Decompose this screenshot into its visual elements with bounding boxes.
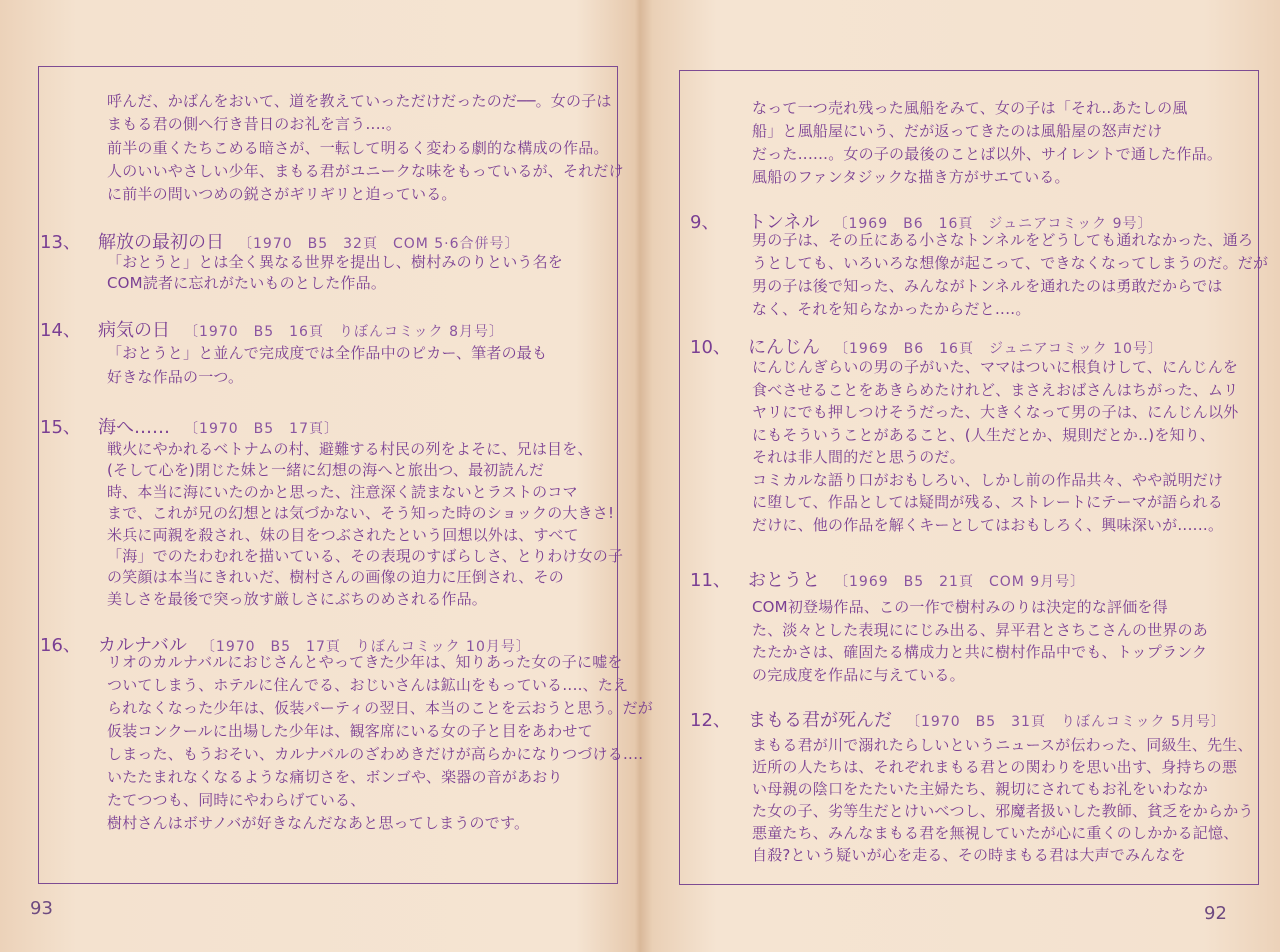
entry-number: 15、 — [40, 417, 81, 438]
entry-title: にんじん — [748, 337, 820, 358]
text-line: まもる君の側へ行き昔日のお礼を言う‥‥。 — [107, 115, 402, 134]
entry-meta: 〔1969 B5 21頁 COM 9月号〕 — [834, 574, 1086, 590]
text-line: リオのカルナバルにおじさんとやってきた少年は、知りあった女の子に嘘を — [107, 653, 623, 671]
text-line: まもる君が川で溺れたらしいというニュースが伝わった、同級生、先生、 — [752, 736, 1253, 754]
entry-title: 海へ‥‥‥ — [98, 417, 171, 438]
text-line: 仮装コンクールに出場した少年は、観客席にいる女の子と目をあわせて — [107, 722, 593, 740]
text-line: に堕して、作品としては疑問が残る、ストレートにテーマが語られる — [752, 493, 1223, 511]
entry-body-16 — [107, 651, 653, 835]
text-line: にんじんぎらいの男の子がいた、ママはついに根負けして、にんじんを — [752, 358, 1239, 376]
entry-title: 病気の日 — [98, 320, 170, 341]
text-line: 船」と風船屋にいう、だが返ってきたのは風船屋の怒声だけ — [752, 122, 1163, 140]
text-line: の完成度を作品に与えている。 — [752, 666, 965, 685]
text-line: 呼んだ、かばんをおいて、道を教えていっただけだったのだ──。女の子は — [107, 92, 612, 110]
text-line: いたたまれなくなるような痛切さを、ボンゴや、楽器の音があおり — [107, 768, 563, 786]
text-line: 「おとうと」と並んで完成度では全作品中のピカー、筆者の最も — [107, 344, 548, 362]
entry-title: カルナバル — [98, 635, 187, 656]
entry-heading-14 — [40, 316, 504, 342]
text-line: コミカルな語り口がおもしろい、しかし前の作品共々、やや説明だけ — [752, 470, 1224, 489]
entry-body-15 — [107, 439, 623, 610]
text-line: 近所の人たちは、それぞれまもる君との関わりを思い出す、身持ちの悪 — [752, 758, 1238, 776]
text-line: 風船のファンタジックな描き方がサエている。 — [752, 168, 1070, 186]
entry-number: 13、 — [40, 232, 81, 253]
entry-meta: 〔1970 B5 17頁〕 — [184, 421, 340, 437]
text-line: 米兵に両親を殺され、妹の目をつぶされたという回想以外は、すべて — [107, 525, 579, 544]
entry-meta: 〔1969 B6 16頁 ジュニアコミック 10号〕 — [834, 341, 1163, 357]
entry-title: まもる君が死んだ — [748, 710, 892, 731]
entry-meta: 〔1970 B5 16頁 りぼんコミック 8月号〕 — [184, 324, 505, 340]
text-line: だった‥‥‥。女の子の最後のことば以外、サイレントで通した作品。 — [752, 145, 1223, 163]
text-line: 「おとうと」とは全く異なる世界を提出し、樹村みのりという名を — [107, 253, 564, 271]
text-line: たたかさは、確固たる構成力と共に樹村作品中でも、トップランク — [752, 643, 1208, 662]
text-line: なく、それを知らなかったからだと‥‥。 — [752, 300, 1031, 318]
text-line: た、淡々とした表現ににじみ出る、昇平君とさちこさんの世界のあ — [752, 620, 1209, 639]
text-line: しまった、もうおそい、カルナバルのざわめきだけが高らかになりつづける‥‥ — [107, 745, 644, 763]
text-line: COM読者に忘れがたいものとした作品。 — [107, 274, 387, 292]
entry-heading-15 — [40, 413, 339, 439]
text-line: それは非人間的だと思うのだ。 — [752, 448, 965, 466]
entry-body-14 — [107, 341, 547, 389]
text-line: なって一つ売れ残った風船をみて、女の子は「それ‥あたしの風 — [752, 99, 1188, 117]
page-number-left: 93 — [30, 898, 53, 919]
text-line: にもそういうことがあること、(人生だとか、規則だとか‥)を知り、 — [752, 425, 1216, 444]
text-line: だけに、他の作品を解くキーとしてはおもしろく、興味深いが‥‥‥。 — [752, 515, 1224, 534]
text-line: まで、これが兄の幻想とは気づかない、そう知った時のショックの大きさ! — [107, 504, 615, 523]
entry-body-10 — [752, 356, 1238, 536]
text-line: の笑顔は本当にきれいだ、樹村さんの画像の迫力に圧倒され、その — [107, 568, 564, 587]
entry-title: トンネル — [748, 212, 820, 233]
entry-heading-12 — [690, 706, 1226, 732]
text-line: た女の子、劣等生だとけいべつし、邪魔者扱いした教師、貧乏をからかう — [752, 802, 1254, 820]
text-line: 好きな作品の一つ。 — [107, 368, 244, 386]
entry-heading-13 — [40, 228, 520, 254]
entry-number: 12、 — [690, 710, 731, 731]
text-line: 時、本当に海にいたのかと思った、注意深く読まないとラストのコマ — [107, 482, 578, 501]
entry-number: 10、 — [690, 337, 731, 358]
text-line: 自殺?という疑いが心を走る、その時まもる君は大声でみんなを — [752, 846, 1186, 864]
text-line: (そして心を)閉じた妹と一緒に幻想の海へと旅出つ、最初読んだ — [107, 461, 545, 480]
text-line: 食べさせることをあきらめたけれど、まさえおばさんはちがった、ムリ — [752, 380, 1239, 399]
entry-title: おとうと — [748, 570, 820, 591]
entry-number: 9、 — [690, 212, 720, 233]
entry-number: 16、 — [40, 635, 81, 656]
entry-body-13 — [107, 252, 563, 294]
entry-title: 解放の最初の日 — [98, 232, 224, 253]
text-line: 美しさを最後で突っ放す厳しさにぶちのめされる作品。 — [107, 589, 488, 608]
text-line: い母親の陰口をたたいた主婦たち、親切にされてもお礼をいわなか — [752, 780, 1209, 798]
text-line: ヤリにでも押しつけそうだった、大きくなって男の子は、にんじん以外 — [752, 403, 1239, 421]
text-line: 「海」でのたわむれを描いている、その表現のすばらしさ、とりわけ女の子 — [107, 547, 624, 566]
left-intro-paragraph — [107, 90, 624, 206]
entry-body-9 — [752, 229, 1268, 321]
text-line: 樹村さんはボサノバが好きなんだなあと思ってしまうのです。 — [107, 814, 530, 832]
text-line: ついてしまう、ホテルに住んでる、おじいさんは鉱山をもっている‥‥、たえ — [107, 676, 629, 694]
entry-number: 11、 — [690, 570, 731, 591]
entry-body-12 — [752, 734, 1254, 866]
entry-heading-11 — [690, 566, 1085, 592]
text-line: たてつつも、同時にやわらげている、 — [107, 791, 366, 809]
right-intro-paragraph — [752, 97, 1222, 189]
text-line: に前半の問いつめの鋭さがギリギリと迫っている。 — [107, 185, 457, 204]
text-line: られなくなった少年は、仮装パーティの翌日、本当のことを云おうと思う。だが — [107, 699, 654, 717]
entry-meta: 〔1970 B5 32頁 COM 5·6合併号〕 — [238, 236, 520, 252]
text-line: 前半の重くたちこめる暗さが、一転して明るく変わる劇的な構成の作品。 — [107, 138, 609, 157]
text-line: 悪童たち、みんなまもる君を無視していたが心に重くのしかかる記憶、 — [752, 824, 1239, 842]
text-line: うとしても、いろいろな想像が起こって、できなくなってしまうのだ。だが — [752, 254, 1269, 272]
text-line: 男の子は後で知った、みんながトンネルを通れたのは勇敢だからでは — [752, 277, 1223, 295]
entry-meta: 〔1969 B6 16頁 ジュニアコミック 9号〕 — [833, 216, 1153, 232]
text-line: COM初登場作品、この一作で樹村みのりは決定的な評価を得 — [752, 598, 1168, 616]
text-line: 戦火にやかれるベトナムの村、避難する村民の列をよそに、兄は目を、 — [107, 440, 593, 458]
entry-meta: 〔1970 B5 31頁 りぼんコミック 5月号〕 — [906, 714, 1227, 730]
entry-body-11 — [752, 596, 1208, 687]
text-line: 人のいいやさしい少年、まもる君がユニークな味をもっているが、それだけ — [107, 161, 624, 180]
text-line: 男の子は、その丘にある小さなトンネルをどうしても通れなかった、通ろ — [752, 231, 1254, 249]
entry-number: 14、 — [40, 320, 81, 341]
entry-meta: 〔1970 B5 17頁 りぼんコミック 10月号〕 — [200, 639, 531, 655]
page-number-right: 92 — [1204, 903, 1227, 924]
